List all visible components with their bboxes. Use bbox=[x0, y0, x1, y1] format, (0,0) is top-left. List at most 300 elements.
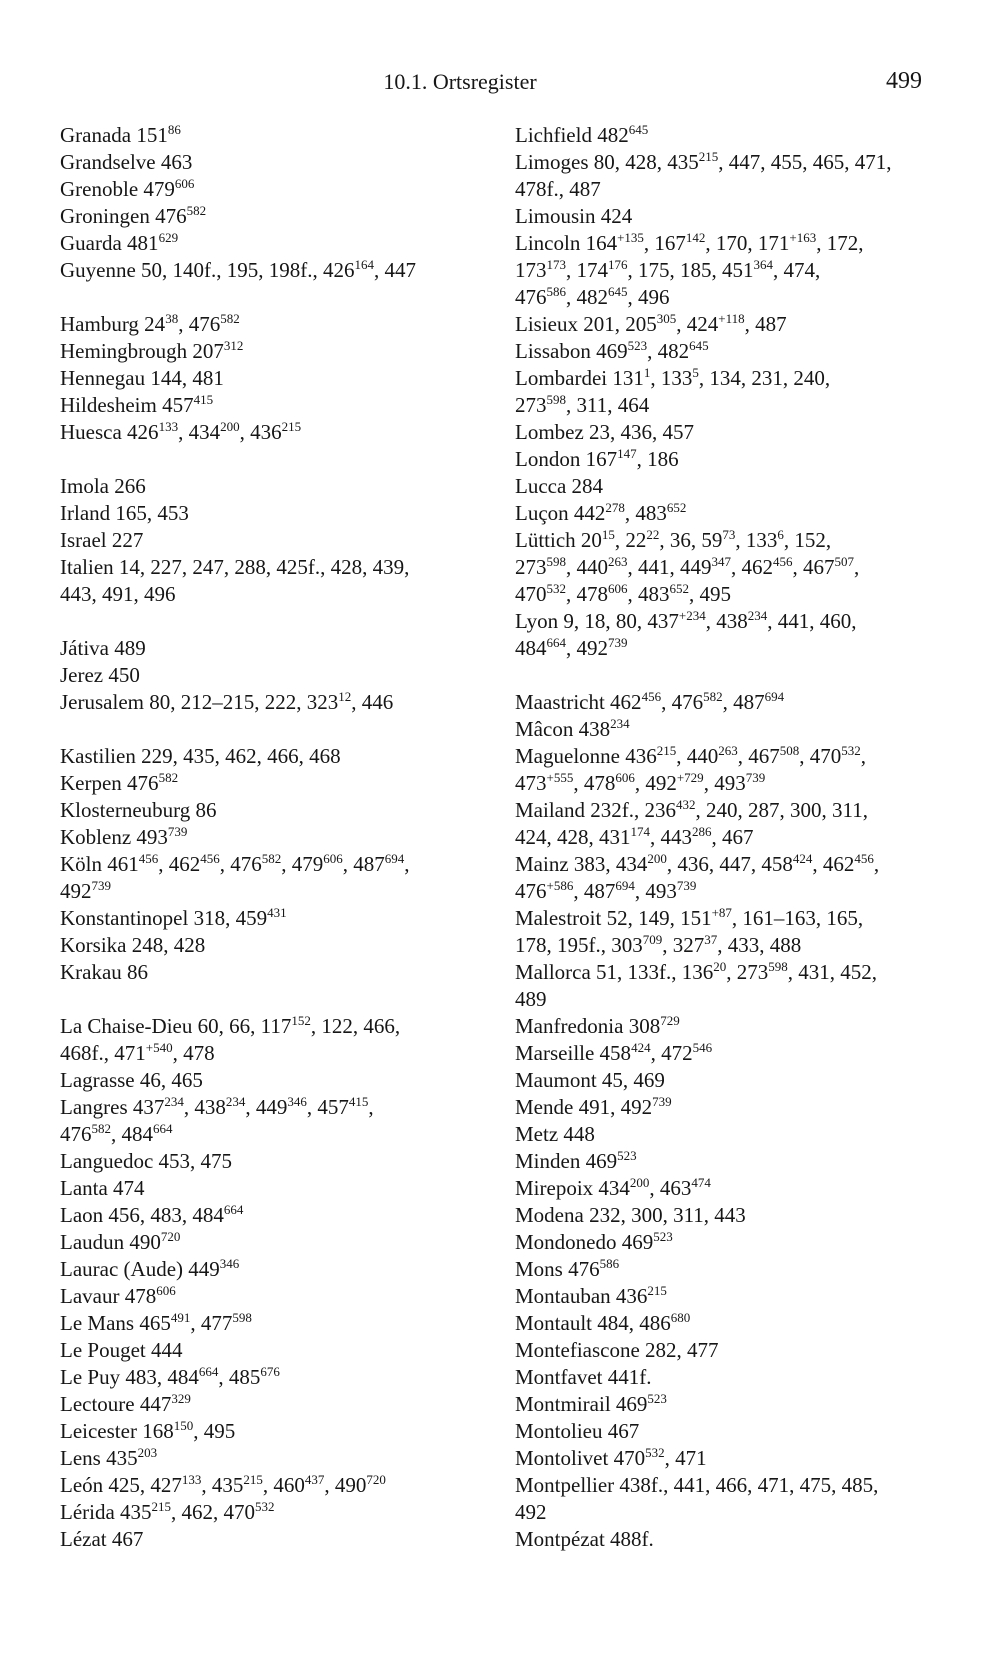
entry-text: , 467 bbox=[737, 744, 780, 768]
entry-text: Mondonedo 469 bbox=[515, 1230, 654, 1254]
footnote-superscript: 606 bbox=[615, 770, 635, 785]
entry-text: Montmirail 469 bbox=[515, 1392, 648, 1416]
entry-text: Maumont 45, 469 bbox=[515, 1068, 665, 1092]
footnote-superscript: 606 bbox=[323, 851, 343, 866]
index-entry-line bbox=[515, 743, 935, 770]
entry-text: Lanta 474 bbox=[60, 1176, 145, 1200]
entry-text: , bbox=[368, 1095, 374, 1119]
index-entry-line bbox=[60, 770, 480, 797]
footnote-superscript: 150 bbox=[173, 1418, 194, 1433]
index-entry-line bbox=[60, 662, 480, 689]
entry-text: , 462 bbox=[731, 555, 773, 579]
entry-text: Lectoure 447 bbox=[60, 1392, 172, 1416]
entry-text: , 152, bbox=[783, 528, 832, 552]
entry-text: 492 bbox=[60, 879, 92, 903]
entry-text: , 487 bbox=[722, 690, 765, 714]
index-entry-line bbox=[60, 1526, 480, 1553]
footnote-superscript: 234 bbox=[225, 1094, 246, 1109]
index-entry-line bbox=[515, 1526, 935, 1553]
entry-text: , 424 bbox=[676, 312, 719, 336]
index-entry-line bbox=[60, 527, 480, 554]
footnote-superscript: 739 bbox=[745, 770, 766, 785]
index-entry-line bbox=[60, 1175, 480, 1202]
footnote-superscript: 200 bbox=[220, 419, 240, 434]
index-entry-line bbox=[60, 257, 480, 284]
entry-text: Lagrasse 46, 465 bbox=[60, 1068, 203, 1092]
footnote-superscript: 532 bbox=[841, 743, 861, 758]
footnote-superscript: 523 bbox=[647, 1391, 667, 1406]
footnote-superscript: 664 bbox=[198, 1364, 219, 1379]
footnote-superscript: 694 bbox=[384, 851, 405, 866]
entry-text: 424, 428, 431 bbox=[515, 825, 631, 849]
entry-text: , 436, 447, 458 bbox=[666, 852, 793, 876]
entry-text: , 457 bbox=[306, 1095, 349, 1119]
index-entry-line bbox=[60, 743, 480, 770]
entry-text: Montpézat 488f. bbox=[515, 1527, 654, 1551]
entry-text: , 174 bbox=[566, 258, 608, 282]
entry-text: , 447, 455, 465, 471, bbox=[718, 150, 892, 174]
footnote-superscript: 532 bbox=[255, 1499, 275, 1514]
footnote-superscript: 606 bbox=[156, 1283, 176, 1298]
footnote-superscript: 729 bbox=[660, 1013, 680, 1028]
entry-text: Mainz 383, 434 bbox=[515, 852, 648, 876]
index-entry-line bbox=[515, 689, 935, 716]
entry-text: , 493 bbox=[703, 771, 746, 795]
entry-text: , 440 bbox=[566, 555, 608, 579]
index-entry-line bbox=[60, 1337, 480, 1364]
footnote-superscript: 200 bbox=[647, 851, 667, 866]
entry-text: Lens 435 bbox=[60, 1446, 138, 1470]
footnote-superscript: 215 bbox=[151, 1499, 172, 1514]
footnote-superscript: 739 bbox=[167, 824, 188, 839]
index-entry-line bbox=[60, 797, 480, 824]
entry-text: Lézat 467 bbox=[60, 1527, 144, 1551]
index-entry-line bbox=[515, 581, 935, 608]
index-entry-line bbox=[60, 392, 480, 419]
footnote-superscript: 586 bbox=[546, 284, 566, 299]
footnote-superscript: 720 bbox=[366, 1472, 386, 1487]
entry-text: , 476 bbox=[219, 852, 262, 876]
footnote-superscript: 415 bbox=[348, 1094, 369, 1109]
entry-text: Granada 151 bbox=[60, 123, 168, 147]
entry-text: 476 bbox=[515, 879, 547, 903]
entry-text: Grenoble 479 bbox=[60, 177, 175, 201]
footnote-superscript: 200 bbox=[629, 1175, 650, 1190]
entry-text: León 425, 427 bbox=[60, 1473, 182, 1497]
footnote-superscript: 203 bbox=[137, 1445, 158, 1460]
entry-text: Jerez 450 bbox=[60, 663, 140, 687]
footnote-superscript: 491 bbox=[170, 1310, 191, 1325]
entry-text: , 493 bbox=[634, 879, 677, 903]
index-entry-line bbox=[515, 1202, 935, 1229]
footnote-superscript: 664 bbox=[546, 635, 566, 650]
index-entry-line bbox=[60, 1067, 480, 1094]
index-entry-line bbox=[515, 770, 935, 797]
entry-text: Groningen 476 bbox=[60, 204, 187, 228]
footnote-superscript: 424 bbox=[631, 1040, 651, 1055]
footnote-superscript: 582 bbox=[158, 770, 179, 785]
index-column-right bbox=[515, 122, 935, 1553]
footnote-superscript: 6 bbox=[777, 527, 784, 542]
index-entry-line bbox=[515, 473, 935, 500]
footnote-superscript: +729 bbox=[676, 770, 704, 785]
index-entry-line bbox=[60, 1499, 480, 1526]
entry-text: Lombardei 131 bbox=[515, 366, 644, 390]
footnote-superscript: 546 bbox=[692, 1040, 713, 1055]
entry-text: Lavaur 478 bbox=[60, 1284, 157, 1308]
entry-text: , 273 bbox=[726, 960, 769, 984]
entry-text: Laudun 490 bbox=[60, 1230, 161, 1254]
entry-text: , 485 bbox=[218, 1365, 261, 1389]
entry-text: Manfredonia 308 bbox=[515, 1014, 661, 1038]
entry-text: , 122, 466, bbox=[310, 1014, 401, 1038]
entry-text: 473 bbox=[515, 771, 547, 795]
index-entry-line bbox=[515, 1229, 935, 1256]
entry-text: , 492 bbox=[566, 636, 608, 660]
entry-text: Langres 437 bbox=[60, 1095, 165, 1119]
entry-text: Hennegau 144, 481 bbox=[60, 366, 224, 390]
entry-text: , 435 bbox=[201, 1473, 244, 1497]
entry-text: , 170, 171 bbox=[705, 231, 790, 255]
footnote-superscript: 142 bbox=[685, 230, 706, 245]
footnote-superscript: 629 bbox=[158, 230, 179, 245]
footnote-superscript: 347 bbox=[711, 554, 731, 569]
index-entry-line bbox=[60, 878, 480, 905]
index-entry-line bbox=[515, 716, 935, 743]
index-entry-line bbox=[515, 1445, 935, 1472]
entry-text: , 133 bbox=[650, 366, 693, 390]
entry-text: , 431, 452, bbox=[787, 960, 878, 984]
letter-group-gap bbox=[60, 284, 480, 311]
footnote-superscript: +234 bbox=[678, 608, 706, 623]
entry-text: Mons 476 bbox=[515, 1257, 600, 1281]
index-entry-line bbox=[60, 419, 480, 446]
footnote-superscript: 20 bbox=[713, 959, 727, 974]
index-entry-line bbox=[515, 1040, 935, 1067]
footnote-superscript: 680 bbox=[670, 1310, 691, 1325]
index-entry-line bbox=[515, 797, 935, 824]
entry-text: , 440 bbox=[676, 744, 719, 768]
footnote-superscript: 739 bbox=[652, 1094, 672, 1109]
footnote-superscript: 507 bbox=[834, 554, 854, 569]
entry-text: Montolieu 467 bbox=[515, 1419, 640, 1443]
footnote-superscript: 582 bbox=[703, 689, 723, 704]
footnote-superscript: 694 bbox=[764, 689, 785, 704]
entry-text: , 496 bbox=[627, 285, 670, 309]
entry-text: , 133 bbox=[735, 528, 778, 552]
footnote-superscript: 415 bbox=[193, 392, 214, 407]
entry-text: Montpellier 438f., 441, 466, 471, 475, 485, bbox=[515, 1473, 879, 1497]
index-entry-line bbox=[515, 878, 935, 905]
letter-group-gap bbox=[60, 716, 480, 743]
index-entry-line bbox=[515, 1067, 935, 1094]
footnote-superscript: +163 bbox=[789, 230, 817, 245]
entry-text: Grandselve 463 bbox=[60, 150, 193, 174]
entry-text: 492 bbox=[515, 1500, 547, 1524]
index-entry-line bbox=[515, 365, 935, 392]
index-entry-line bbox=[515, 1283, 935, 1310]
entry-text: Israel 227 bbox=[60, 528, 144, 552]
entry-text: Languedoc 453, 475 bbox=[60, 1149, 233, 1173]
entry-text: Játiva 489 bbox=[60, 636, 146, 660]
index-entry-line bbox=[515, 149, 935, 176]
footnote-superscript: 582 bbox=[261, 851, 282, 866]
entry-text: Minden 469 bbox=[515, 1149, 618, 1173]
entry-text: Maastricht 462 bbox=[515, 690, 642, 714]
index-entry-line bbox=[60, 338, 480, 365]
footnote-superscript: 432 bbox=[675, 797, 696, 812]
entry-text: Laon 456, 483, 484 bbox=[60, 1203, 224, 1227]
entry-text: Hemingbrough 207 bbox=[60, 339, 224, 363]
index-entry-line bbox=[60, 1013, 480, 1040]
entry-text: , 492 bbox=[634, 771, 677, 795]
entry-text: Klosterneuburg 86 bbox=[60, 798, 217, 822]
footnote-superscript: 346 bbox=[219, 1256, 240, 1271]
index-entry-line bbox=[60, 932, 480, 959]
entry-text: Hamburg 24 bbox=[60, 312, 166, 336]
entry-text: Le Puy 483, 484 bbox=[60, 1365, 199, 1389]
entry-text: London 167 bbox=[515, 447, 618, 471]
index-entry-line bbox=[60, 554, 480, 581]
footnote-superscript: 152 bbox=[291, 1013, 311, 1028]
entry-text: , 186 bbox=[636, 447, 679, 471]
index-entry-line bbox=[515, 608, 935, 635]
entry-text: 476 bbox=[515, 285, 547, 309]
running-header-title: 10.1. Ortsregister bbox=[383, 69, 537, 94]
footnote-superscript: 598 bbox=[232, 1310, 252, 1325]
page-number: 499 bbox=[886, 68, 922, 94]
entry-text: , 460 bbox=[262, 1473, 305, 1497]
entry-text: Lissabon 469 bbox=[515, 339, 628, 363]
entry-text: , 483 bbox=[624, 501, 667, 525]
footnote-superscript: 523 bbox=[653, 1229, 673, 1244]
index-entry-line bbox=[515, 1148, 935, 1175]
entry-text: Le Mans 465 bbox=[60, 1311, 171, 1335]
entry-text: , 472 bbox=[650, 1041, 693, 1065]
entry-text: Hildesheim 457 bbox=[60, 393, 194, 417]
entry-text: , 479 bbox=[281, 852, 324, 876]
footnote-superscript: 456 bbox=[138, 851, 159, 866]
index-entry-line bbox=[515, 446, 935, 473]
entry-text: Laurac (Aude) 449 bbox=[60, 1257, 220, 1281]
entry-text: , bbox=[860, 744, 866, 768]
entry-text: , 449 bbox=[245, 1095, 288, 1119]
footnote-superscript: 720 bbox=[160, 1229, 181, 1244]
entry-text: , 441, 449 bbox=[627, 555, 712, 579]
entry-text: Lichfield 482 bbox=[515, 123, 629, 147]
footnote-superscript: 215 bbox=[243, 1472, 263, 1487]
index-entry-line bbox=[515, 1094, 935, 1121]
letter-group-gap bbox=[60, 446, 480, 473]
footnote-superscript: 532 bbox=[546, 581, 566, 596]
entry-text: Krakau 86 bbox=[60, 960, 149, 984]
entry-text: 476 bbox=[60, 1122, 92, 1146]
entry-text: Konstantinopel 318, 459 bbox=[60, 906, 268, 930]
footnote-superscript: 312 bbox=[223, 338, 244, 353]
entry-text: , 446 bbox=[351, 690, 394, 714]
index-entry-line bbox=[515, 1256, 935, 1283]
index-column-left bbox=[60, 122, 480, 1553]
entry-text: Huesca 426 bbox=[60, 420, 159, 444]
entry-text: Leicester 168 bbox=[60, 1419, 174, 1443]
footnote-superscript: 263 bbox=[608, 554, 628, 569]
footnote-superscript: 739 bbox=[676, 878, 697, 893]
footnote-superscript: 652 bbox=[669, 581, 689, 596]
footnote-superscript: 424 bbox=[792, 851, 813, 866]
footnote-superscript: 652 bbox=[666, 500, 687, 515]
entry-text: , 482 bbox=[647, 339, 690, 363]
footnote-superscript: 532 bbox=[645, 1445, 665, 1460]
footnote-superscript: 582 bbox=[220, 311, 240, 326]
index-entry-line bbox=[60, 203, 480, 230]
footnote-superscript: 133 bbox=[158, 419, 179, 434]
index-entry-line bbox=[515, 311, 935, 338]
footnote-superscript: +540 bbox=[145, 1040, 173, 1055]
index-entry-line bbox=[515, 851, 935, 878]
entry-text: , bbox=[873, 852, 880, 876]
index-entry-line bbox=[60, 149, 480, 176]
footnote-superscript: +87 bbox=[711, 905, 732, 920]
entry-text: Le Pouget 444 bbox=[60, 1338, 183, 1362]
entry-text: , 478 bbox=[566, 582, 608, 606]
entry-text: Montolivet 470 bbox=[515, 1446, 646, 1470]
entry-text: Mende 491, 492 bbox=[515, 1095, 653, 1119]
entry-text: , 311, 464 bbox=[566, 393, 650, 417]
entry-text: La Chaise-Dieu 60, 66, 117 bbox=[60, 1014, 292, 1038]
entry-text: , bbox=[404, 852, 410, 876]
entry-text: 273 bbox=[515, 393, 547, 417]
index-entry-line bbox=[515, 203, 935, 230]
footnote-superscript: 664 bbox=[223, 1202, 244, 1217]
index-entry-line bbox=[515, 419, 935, 446]
footnote-superscript: 598 bbox=[546, 392, 566, 407]
index-entry-line bbox=[515, 1364, 935, 1391]
footnote-superscript: 15 bbox=[601, 527, 615, 542]
footnote-superscript: 1 bbox=[643, 365, 651, 380]
footnote-superscript: 606 bbox=[174, 176, 195, 191]
footnote-superscript: 474 bbox=[691, 1175, 711, 1190]
footnote-superscript: 215 bbox=[647, 1283, 667, 1298]
index-entry-line bbox=[515, 1499, 935, 1526]
footnote-superscript: 234 bbox=[747, 608, 768, 623]
footnote-superscript: 278 bbox=[605, 500, 625, 515]
index-entry-line bbox=[515, 1121, 935, 1148]
footnote-superscript: +118 bbox=[718, 311, 745, 326]
index-entry-line bbox=[515, 932, 935, 959]
entry-text: Lyon 9, 18, 80, 437 bbox=[515, 609, 679, 633]
index-entry-line bbox=[60, 581, 480, 608]
entry-text: , 476 bbox=[661, 690, 704, 714]
entry-text: Malestroit 52, 149, 151 bbox=[515, 906, 712, 930]
footnote-superscript: 598 bbox=[546, 554, 566, 569]
entry-text: , 474, bbox=[773, 258, 821, 282]
index-entry-line bbox=[60, 905, 480, 932]
index-entry-line bbox=[515, 1391, 935, 1418]
entry-text: , 478 bbox=[573, 771, 616, 795]
entry-text: Koblenz 493 bbox=[60, 825, 168, 849]
index-entry-line bbox=[515, 284, 935, 311]
footnote-superscript: 456 bbox=[854, 851, 874, 866]
footnote-superscript: 38 bbox=[165, 311, 179, 326]
entry-text: , 482 bbox=[566, 285, 608, 309]
index-entry-line bbox=[60, 122, 480, 149]
footnote-superscript: 523 bbox=[627, 338, 648, 353]
footnote-superscript: 286 bbox=[692, 824, 712, 839]
entry-text: Mâcon 438 bbox=[515, 717, 611, 741]
footnote-superscript: 346 bbox=[287, 1094, 307, 1109]
entry-text: Guyenne 50, 140f., 195, 198f., 426 bbox=[60, 258, 355, 282]
index-entry-line bbox=[515, 500, 935, 527]
entry-text: , 434 bbox=[178, 420, 221, 444]
footnote-superscript: 234 bbox=[164, 1094, 184, 1109]
footnote-superscript: +135 bbox=[617, 230, 644, 245]
footnote-superscript: 645 bbox=[628, 122, 649, 137]
entry-text: Mailand 232f., 236 bbox=[515, 798, 676, 822]
entry-text: , 447 bbox=[374, 258, 417, 282]
entry-text: 273 bbox=[515, 555, 547, 579]
footnote-superscript: 174 bbox=[630, 824, 650, 839]
entry-text: Italien 14, 227, 247, 288, 425f., 428, 439, bbox=[60, 555, 410, 579]
entry-text: Lérida 435 bbox=[60, 1500, 152, 1524]
index-entry-line bbox=[60, 1472, 480, 1499]
index-entry-line bbox=[60, 311, 480, 338]
index-entry-line bbox=[515, 230, 935, 257]
entry-text: Köln 461 bbox=[60, 852, 139, 876]
entry-text: , 470 bbox=[799, 744, 842, 768]
entry-text: , 463 bbox=[649, 1176, 692, 1200]
letter-group-gap bbox=[60, 608, 480, 635]
entry-text: Guarda 481 bbox=[60, 231, 159, 255]
entry-text: , 462 bbox=[158, 852, 201, 876]
entry-text: Luçon 442 bbox=[515, 501, 606, 525]
entry-text: Jerusalem 80, 212–215, 222, 323 bbox=[60, 690, 339, 714]
entry-text: 178, 195f., 303 bbox=[515, 933, 643, 957]
letter-group-gap bbox=[60, 986, 480, 1013]
entry-text: , 495 bbox=[689, 582, 731, 606]
index-entry-line bbox=[60, 824, 480, 851]
index-entry-line bbox=[60, 1040, 480, 1067]
footnote-superscript: 456 bbox=[200, 851, 220, 866]
footnote-superscript: 739 bbox=[608, 635, 628, 650]
index-entry-line bbox=[515, 959, 935, 986]
index-entry-line bbox=[60, 365, 480, 392]
entry-text: , 487 bbox=[342, 852, 385, 876]
entry-text: , 436 bbox=[239, 420, 282, 444]
entry-text: Irland 165, 453 bbox=[60, 501, 189, 525]
entry-text: Montauban 436 bbox=[515, 1284, 648, 1308]
index-entry-line bbox=[60, 959, 480, 986]
footnote-superscript: 73 bbox=[722, 527, 736, 542]
footnote-superscript: 739 bbox=[91, 878, 111, 893]
entry-text: , 478 bbox=[172, 1041, 215, 1065]
entry-text: , 327 bbox=[662, 933, 705, 957]
entry-text: Korsika 248, 428 bbox=[60, 933, 206, 957]
entry-text: , 175, 185, 451 bbox=[627, 258, 754, 282]
entry-text: , 441, 460, bbox=[767, 609, 857, 633]
entry-text: Lincoln 164 bbox=[515, 231, 618, 255]
index-entry-line bbox=[60, 473, 480, 500]
entry-text: 484 bbox=[515, 636, 547, 660]
entry-text: , 161–163, 165, bbox=[731, 906, 864, 930]
index-entry-line bbox=[60, 851, 480, 878]
index-entry-line bbox=[515, 176, 935, 203]
letter-group-gap bbox=[515, 662, 935, 689]
entry-text: Mirepoix 434 bbox=[515, 1176, 630, 1200]
index-entry-line bbox=[60, 1094, 480, 1121]
index-entry-line bbox=[515, 1337, 935, 1364]
index-entry-line bbox=[515, 338, 935, 365]
entry-text: Kastilien 229, 435, 462, 466, 468 bbox=[60, 744, 341, 768]
